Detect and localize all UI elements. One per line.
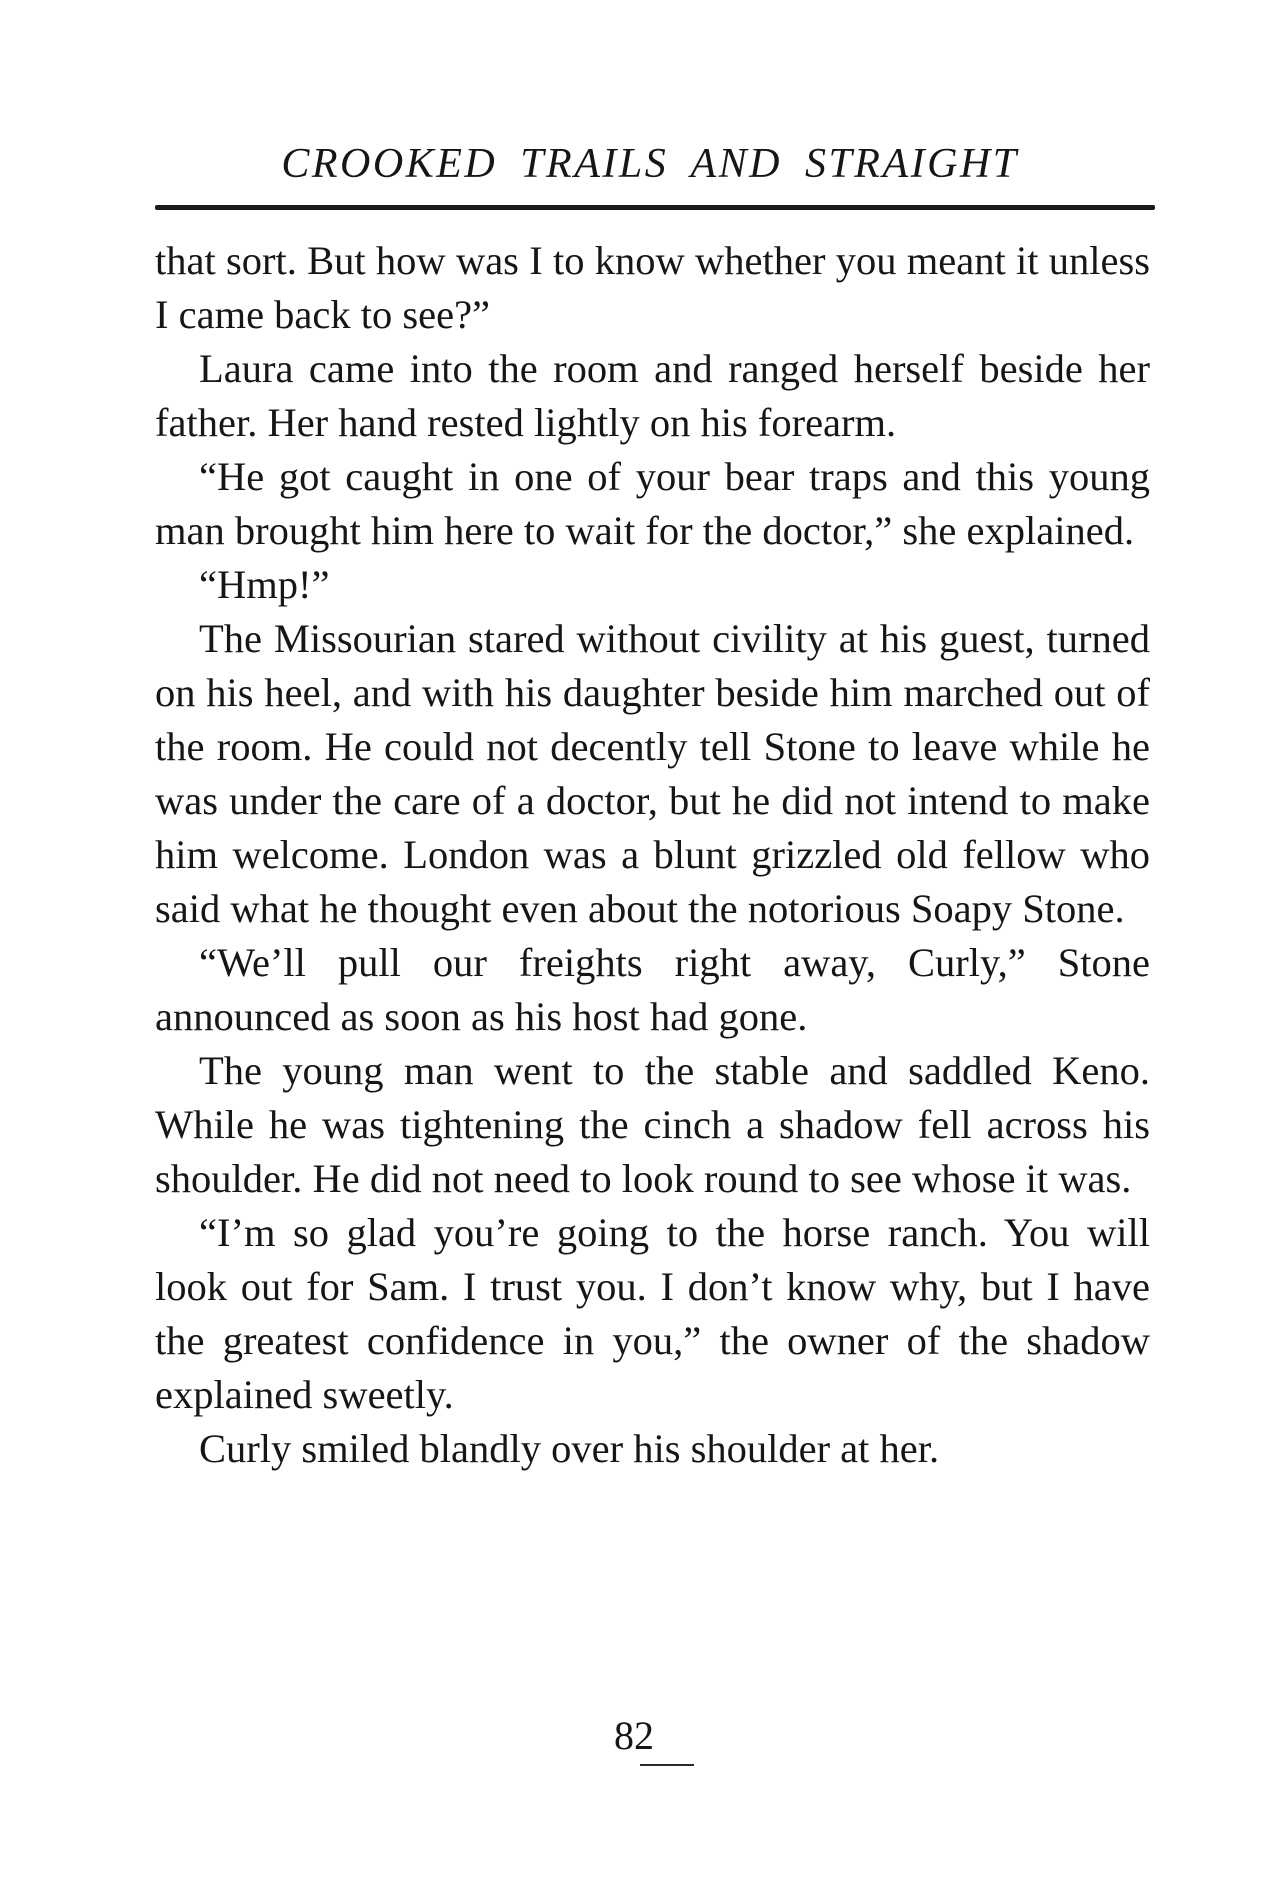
page-number: 82 [614, 1713, 654, 1758]
paragraph: “Hmp!” [199, 562, 330, 607]
running-title: CROOKED TRAILS AND STRAIGHT [281, 141, 1019, 187]
paragraph: Laura came into the room and ranged herself beside her father. Her hand rested lightly on his forearm. [155, 346, 1150, 445]
paragraph: The Missourian stared without civility at his guest, turned on his heel, and with his daughter beside him marched out of the room. He could not decently tell Stone to leave while he was under the care of a doctor, but he did not intend to make him welcome. London was a blunt grizzled old fellow who said what he thought even about the notorious Soapy Stone. [155, 616, 1150, 931]
paragraph: “I’m so glad you’re going to the horse ranch. You will look out for Sam. I trust you. I don’t know why, but I have the greatest confidence in you,” the owner of the shadow explained sweetly. [155, 1210, 1150, 1417]
paragraph: The young man went to the stable and saddled Keno. While he was tightening the cinch a shadow fell across his shoulder. He did not need to look round to see whose it was. [155, 1048, 1150, 1201]
paragraph: “We’ll pull our freights right away, Curly,” Stone announced as soon as his host had gone. [155, 940, 1150, 1039]
page-number-rule [640, 1764, 694, 1766]
body-text [155, 234, 1150, 1476]
paragraph-final: Curly smiled blandly over his shoulder at her. [199, 1426, 940, 1471]
paragraph: “He got caught in one of your bear traps and this young man brought him here to wait for the doctor,” she explained. [155, 454, 1150, 553]
header-rule [155, 205, 1155, 210]
paragraph-continuation: that sort. But how was I to know whether you meant it unless I came back to see?” [155, 238, 1150, 337]
